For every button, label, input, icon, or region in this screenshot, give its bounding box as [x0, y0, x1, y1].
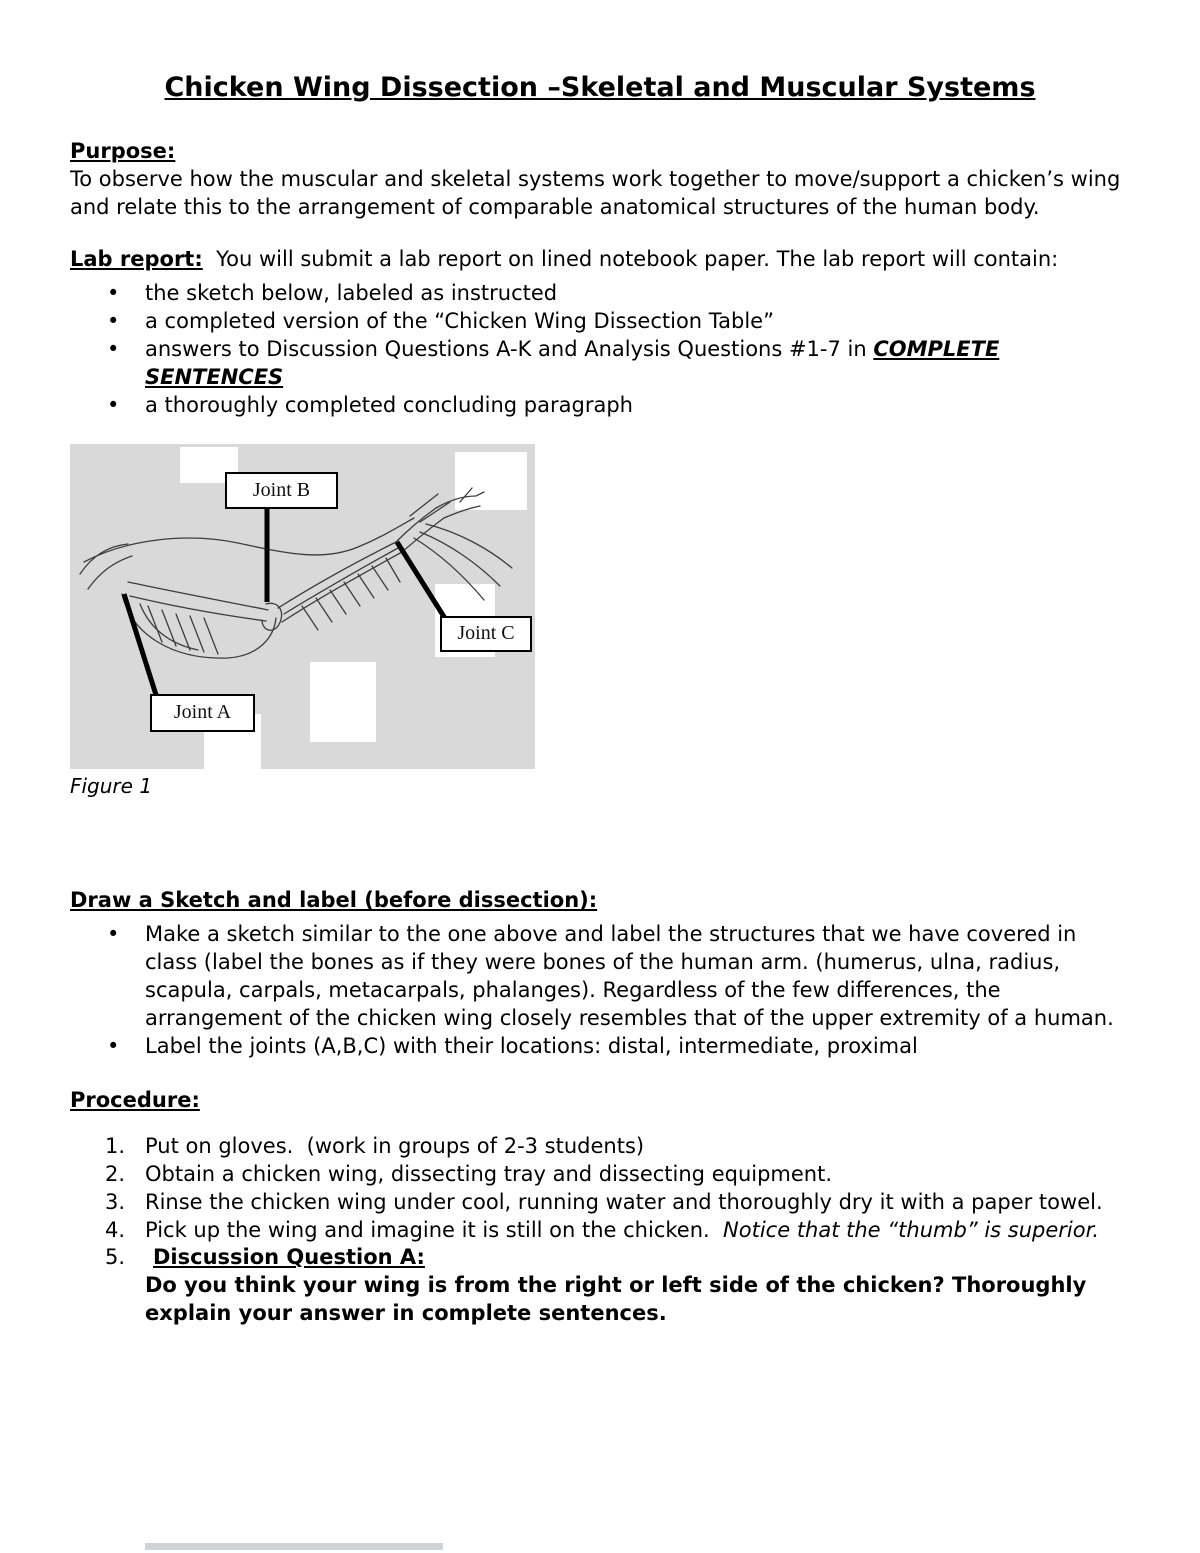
list-item	[70, 392, 1130, 420]
sketch-heading: Draw a Sketch and label (before dissection):	[70, 888, 598, 913]
step-italic-note: Notice that the “thumb” is superior.	[723, 1217, 1099, 1242]
purpose-heading: Purpose:	[70, 139, 176, 164]
sketch-section	[70, 887, 1130, 1061]
lab-report-paragraph	[70, 246, 1130, 274]
procedure-list	[70, 1133, 1130, 1328]
procedure-step	[70, 1133, 1130, 1161]
wing-diagram	[70, 444, 535, 769]
emphasis-complete-sentences: COMPLETE SENTENCES	[145, 336, 1000, 389]
list-item-text: the sketch below, labeled as instructed	[145, 281, 558, 306]
joint-c-label	[440, 616, 532, 652]
procedure-step	[70, 1189, 1130, 1217]
discussion-question-a-heading: Discussion Question A:	[153, 1245, 425, 1270]
purpose-body: To observe how the muscular and skeletal systems work together to move/support a chicken’s wing and relate this to the arrangement of comparable anatomical structures of the human body.	[70, 167, 1121, 220]
purpose-section	[70, 138, 1130, 222]
list-item-text: a thoroughly completed concluding paragraph	[145, 392, 633, 417]
lab-report-intro: You will submit a lab report on lined notebook paper. The lab report will contain:	[202, 247, 1059, 272]
list-item	[70, 921, 1130, 1033]
page-bottom-cutoff	[145, 1543, 443, 1550]
joint-b-label	[225, 472, 338, 509]
joint-a-label	[150, 694, 255, 732]
lab-report-heading: Lab report:	[70, 247, 203, 272]
list-item	[70, 336, 1130, 392]
procedure-step-discussion-a	[70, 1244, 1130, 1328]
procedure-step	[70, 1161, 1130, 1189]
chicken-wing-figure	[70, 444, 1130, 800]
procedure-section	[70, 1087, 1130, 1328]
procedure-step	[70, 1217, 1130, 1245]
lab-report-list	[70, 280, 1130, 420]
figure-caption: Figure 1	[70, 773, 153, 798]
step-text: Obtain a chicken wing, dissecting tray and dissecting equipment.	[145, 1161, 833, 1186]
discussion-question-a-text: Do you think your wing is from the right or left side of the chicken? Thoroughly explain your answer in complete sentences.	[145, 1273, 1087, 1326]
step-text: Pick up the wing and imagine it is still on the chicken.	[145, 1217, 724, 1242]
list-item	[70, 280, 1130, 308]
list-item	[70, 308, 1130, 336]
joint-a-label-text: Joint A	[173, 701, 232, 724]
page-title: Chicken Wing Dissection –Skeletal and Muscular Systems	[164, 72, 1036, 103]
list-item-text: a completed version of the “Chicken Wing Dissection Table”	[145, 309, 774, 333]
list-item-text: Make a sketch similar to the one above and label the structures that we have covered in class (label the bones as if they were bones of the human arm. (humerus, ulna, radius, scapula, carpals, metacarpals, phalanges). Regardless of the few differences, the arrangement of the chicken wing closely resembles that of the upper extremity of a human.	[145, 922, 1114, 1030]
list-item-text: answers to Discussion Questions A-K and Analysis Questions #1-7 in	[145, 336, 874, 361]
list-item-text: Label the joints (A,B,C) with their locations: distal, intermediate, proximal	[145, 1033, 918, 1058]
step-text: Rinse the chicken wing under cool, running water and thoroughly dry it with a paper towel.	[145, 1189, 1103, 1214]
lab-report-section	[70, 246, 1130, 420]
sketch-list	[70, 921, 1130, 1061]
list-item	[70, 1033, 1130, 1061]
step-text: Put on gloves. (work in groups of 2-3 students)	[145, 1133, 645, 1158]
procedure-heading: Procedure:	[70, 1087, 200, 1112]
joint-c-label-text: Joint C	[457, 622, 515, 645]
joint-b-label-text: Joint B	[252, 478, 311, 501]
